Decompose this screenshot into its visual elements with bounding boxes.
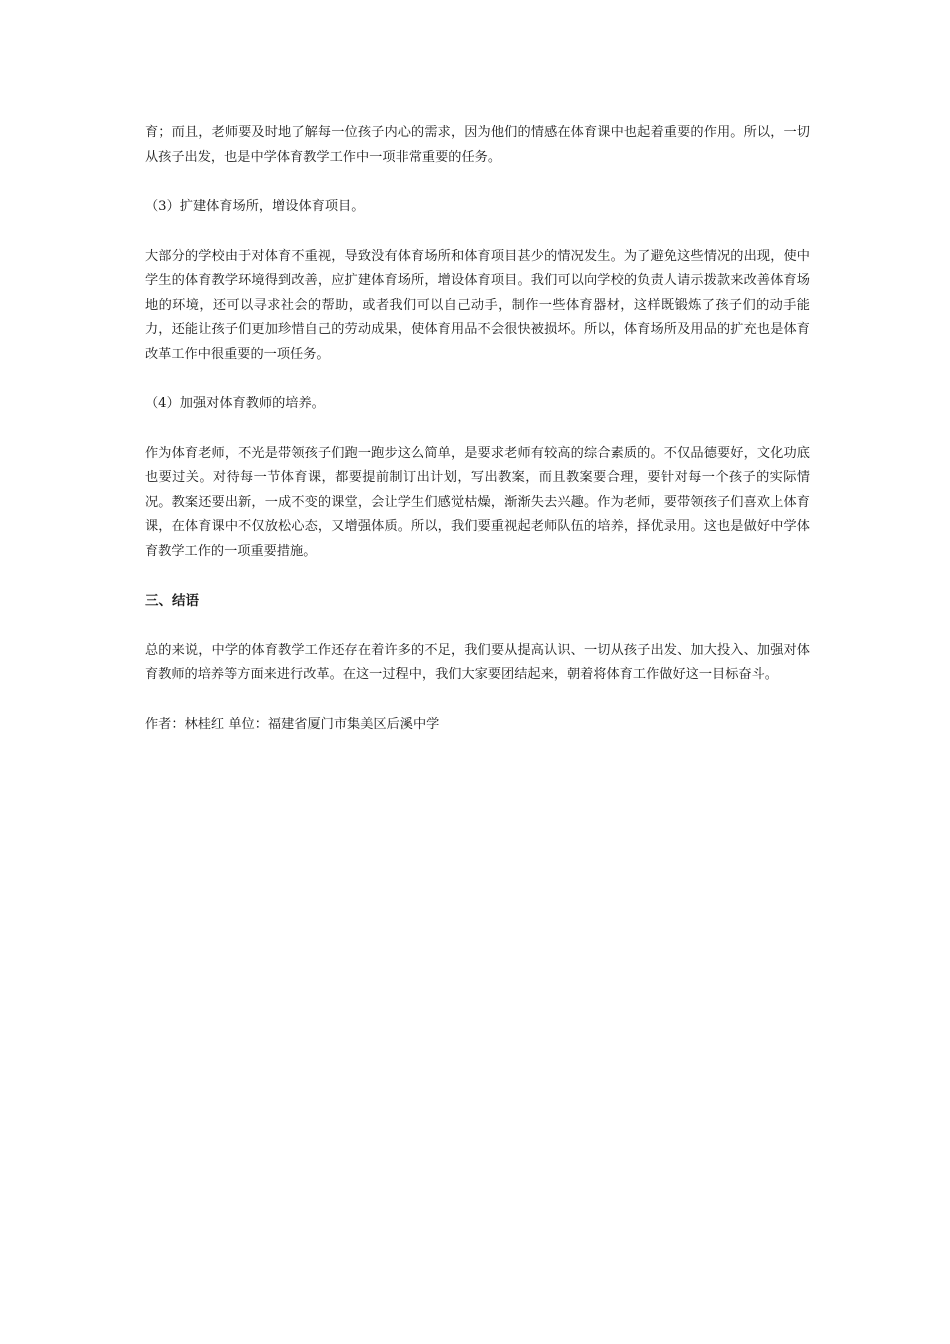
document-body [145, 121, 810, 737]
spacer [145, 564, 810, 589]
paragraph-facilities: 大部分的学校由于对体育不重视，导致没有体育场所和体育项目甚少的情况发生。为了避免这些情况的出现，使中学生的体育教学环境得到改善，应扩建体育场所，增设体育项目。我们可以向学校的负责人请示拨款来改善体育场地的环境，还可以寻求社会的帮助，或者我们可以自己动手，制作一些体育器材，这样既锻炼了孩子们的动手能力，还能让孩子们更加珍惜自己的劳动成果，使体育用品不会很快被损坏。所以，体育场所及用品的扩充也是体育改革工作中很重要的一项任务。 [145, 248, 810, 362]
spacer [145, 170, 810, 195]
section-heading-conclusion: 三、结语 [145, 593, 199, 609]
subheading-expand-facilities: （3）扩建体育场所，增设体育项目。 [145, 199, 365, 214]
spacer [145, 367, 810, 392]
spacer [145, 220, 810, 245]
paragraph-child-focus: 育；而且，老师要及时地了解每一位孩子内心的需求，因为他们的情感在体育课中也起着重要的作用。所以，一切从孩子出发，也是中学体育教学工作中一项非常重要的任务。 [145, 125, 810, 165]
subheading-teacher-training: （4）加强对体育教师的培养。 [145, 396, 325, 411]
paragraph-conclusion: 总的来说，中学的体育教学工作还存在着许多的不足，我们要从提高认识、一切从孩子出发、加大投入、加强对体育教师的培养等方面来进行改革。在这一过程中，我们大家要团结起来，朝着将体育工作做好这一目标奋斗。 [145, 642, 810, 682]
author-line: 作者：林桂红 单位：福建省厦门市集美区后溪中学 [145, 716, 440, 732]
paragraph-teacher-training: 作为体育老师，不光是带领孩子们跑一跑步这么简单，是要求老师有较高的综合素质的。不仅品德要好，文化功底也要过关。对待每一节体育课，都要提前制订出计划，写出教案，而且教案要合理，要针对每一个孩子的实际情况。教案还要出新，一成不变的课堂，会让学生们感觉枯燥，渐渐失去兴趣。作为老师，要带领孩子们喜欢上体育课，在体育课中不仅放松心态，又增强体质。所以，我们要重视起老师队伍的培养，择优录用。这也是做好中学体育教学工作的一项重要措施。 [145, 445, 810, 559]
spacer [145, 614, 810, 639]
spacer [145, 417, 810, 442]
spacer [145, 688, 810, 713]
